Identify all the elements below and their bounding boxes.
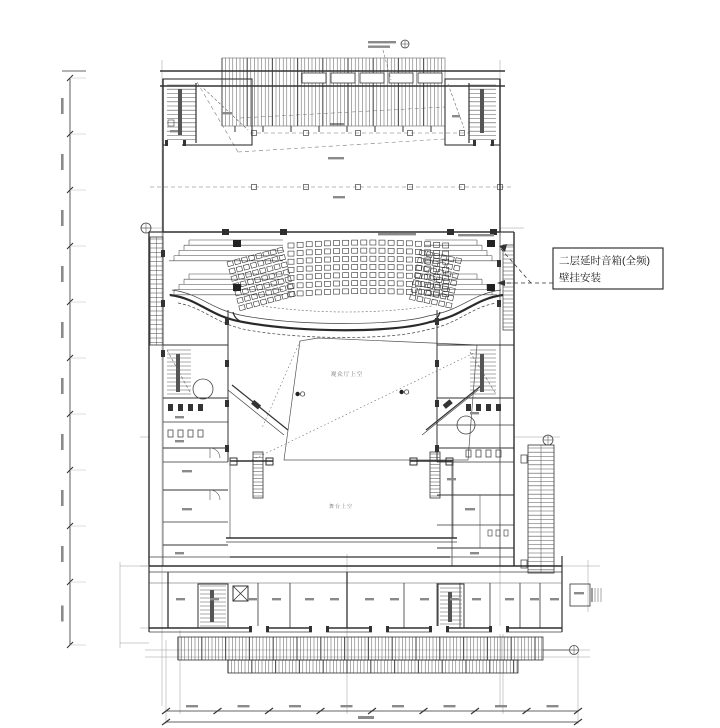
- stage-void-label: 舞台上空: [328, 504, 354, 510]
- hall-void-label: 观众厅上空: [330, 372, 364, 378]
- annotation-text-line2: 壁挂安装: [559, 272, 601, 284]
- annotation-box: [553, 248, 663, 289]
- annotation-text-line1: 二层延时音箱(全频): [559, 255, 650, 267]
- plan-linework: [61, 40, 601, 725]
